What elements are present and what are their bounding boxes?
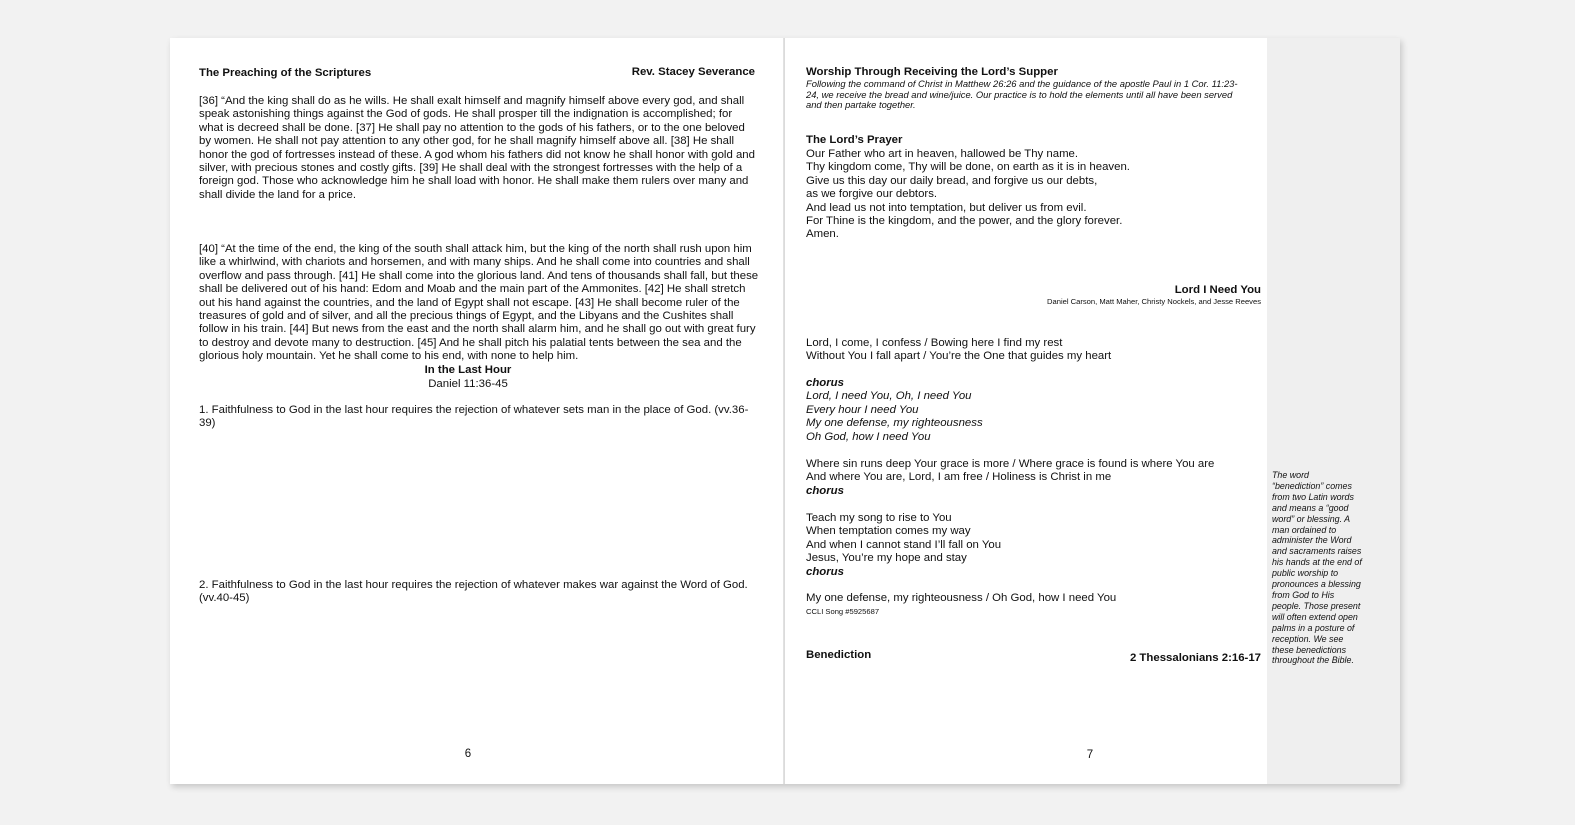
- note-line: will often extend open: [1272, 611, 1358, 622]
- note-line: from two Latin words: [1272, 491, 1354, 502]
- ccli-number: CCLI Song #5925687: [806, 607, 880, 616]
- lyric-line: Teach my song to rise to You: [806, 512, 952, 524]
- left-header-title: The Preaching of the Scriptures: [199, 67, 372, 79]
- left-page-number: 6: [464, 748, 472, 760]
- prayer-line: Amen.: [806, 228, 839, 241]
- note-line: word” or blessing. A: [1272, 513, 1351, 524]
- scripture-paragraph-1: [36] “And the king shall do as he wills. He shall exalt himself and magnify himself above every god, and shall speak astonishing things against the God of gods. He shall prosper till the indignation is accomplished; for what is decreed shall be done. [37] He shall pay no attention to the gods of his fathers, or to the one beloved by women. He shall not pay attention to any other god, for he shall magnify himself above all. [38] He shall honor the god of fortresses instead of these. A god whom his fathers did not know he shall honor with gold and silver, with precious stones and costly gifts. [39] He shall deal with the strongest fortresses with the help of a foreign god. Those who acknowledge him he shall load with honor. He shall make them rulers over many and shall divide the land for a price.: [199, 95, 755, 201]
- sidebar-panel: [1267, 38, 1400, 784]
- chorus-label: chorus: [806, 565, 844, 578]
- note-line: The word: [1272, 470, 1309, 480]
- scripture-paragraph-2: [40] “At the time of the end, the king of the south shall attack him, but the king of the north shall rush upon him like a whirlwind, with chariots and horsemen, and with many ships. And he shall come into countries and shall overflow and pass through. [41] He shall come into the glorious land. And tens of thousands shall fall, but these shall be delivered out of his hand: Edom and Moab and the main part of the Ammonites. [42] He shall stretch out his hand against the countries, and the land of Egypt shall not escape. [43] He shall become ruler of the treasures of gold and of silver, and all the precious things of Egypt, and the Libyans and the Cushites shall follow in his train. [44] But news from the east and the north shall alarm him, and he shall go out with great fury to destroy and devote many to destruction. [45] And he shall pitch his palatial tents between the sea and the glorious holy mountain. Yet he shall come to his end, with none to help him.: [199, 243, 759, 363]
- right-page: [785, 38, 1267, 784]
- note-line: these benedictions: [1272, 644, 1347, 655]
- note-line: people. Those present: [1272, 600, 1361, 611]
- note-line: reception. We see: [1272, 633, 1344, 644]
- lyric-line: Oh God, how I need You: [806, 430, 931, 443]
- chorus-label: chorus: [806, 484, 844, 497]
- lyric-line: Every hour I need You: [806, 403, 919, 416]
- song-verse-2: [806, 458, 1214, 498]
- prayer-line: Thy kingdom come, Thy will be done, on earth as it is in heaven.: [806, 161, 1130, 174]
- prayer-text: [806, 148, 1130, 242]
- note-line: from God to His: [1272, 589, 1335, 600]
- note-line: man ordained to: [1272, 524, 1337, 535]
- sermon-point-1: 1. Faithfulness to God in the last hour requires the rejection of whatever sets man in the place of God. (vv.36-39): [199, 404, 749, 430]
- sermon-point-2: 2. Faithfulness to God in the last hour requires the rejection of whatever makes war against the Word of God. (vv.40-45): [199, 579, 748, 605]
- note-line: “benediction” comes: [1272, 480, 1352, 491]
- prayer-line: Give us this day our daily bread, and forgive us our debts,: [806, 174, 1098, 187]
- note-line: administer the Word: [1272, 535, 1352, 546]
- right-page-number: 7: [1086, 749, 1094, 761]
- supper-note: Following the command of Christ in Matthew 26:26 and the guidance of the apostle Paul in 1 Cor. 11:23-24, we receive the bread and wine/juice. Our practice is to hold the elements until all have been served and then partake together.: [806, 78, 1238, 111]
- prayer-line: And lead us not into temptation, but deliver us from evil.: [806, 201, 1087, 214]
- note-line: throughout the Bible.: [1272, 655, 1354, 666]
- song-title: Lord I Need You: [1174, 284, 1261, 296]
- note-line: and sacraments raises: [1272, 546, 1362, 557]
- lyric-line: Lord, I need You, Oh, I need You: [806, 390, 972, 403]
- supper-title: Worship Through Receiving the Lord’s Supper: [806, 66, 1058, 78]
- lyric-line: Where sin runs deep Your grace is more / Where grace is found is where You are: [806, 458, 1215, 470]
- prayer-line: as we forgive our debtors.: [806, 188, 938, 201]
- lyric-line: My one defense, my righteousness: [806, 417, 983, 430]
- note-line: his hands at the end of: [1272, 557, 1362, 568]
- sermon-reference: Daniel 11:36-45: [428, 378, 508, 390]
- prayer-line: Our Father who art in heaven, hallowed be Thy name.: [806, 148, 1079, 160]
- lyric-line: Without You I fall apart / You’re the One that guides my heart: [806, 350, 1112, 363]
- song-verse-1: [806, 337, 1111, 364]
- left-page: [170, 38, 784, 784]
- note-line: public worship to: [1272, 568, 1339, 579]
- lyric-line: Lord, I come, I confess / Bowing here I find my rest: [806, 337, 1063, 349]
- lyric-line: When temptation comes my way: [806, 525, 971, 538]
- note-line: and means a “good: [1272, 502, 1349, 513]
- sermon-title: In the Last Hour: [424, 364, 512, 376]
- benediction-label: Benediction: [806, 649, 872, 661]
- song-verse-3: [806, 512, 1001, 579]
- prayer-line: For Thine is the kingdom, and the power, and the glory forever.: [806, 215, 1123, 228]
- booklet-spread: [170, 38, 1400, 784]
- lyric-line: Jesus, You’re my hope and stay: [806, 552, 967, 565]
- song-chorus: [806, 377, 983, 444]
- benediction-note: [1272, 470, 1362, 666]
- chorus-label: chorus: [806, 377, 844, 389]
- lyric-line: And when I cannot stand I’ll fall on You: [806, 538, 1002, 551]
- lyric-line: And where You are, Lord, I am free / Holiness is Christ in me: [806, 471, 1112, 484]
- note-line: pronounces a blessing: [1272, 579, 1361, 590]
- song-ending: My one defense, my righteousness / Oh God, how I need You: [806, 592, 1117, 604]
- benediction-reference: 2 Thessalonians 2:16-17: [1129, 652, 1261, 664]
- left-header-preacher: Rev. Stacey Severance: [631, 66, 755, 78]
- prayer-title: The Lord’s Prayer: [806, 134, 903, 146]
- note-line: palms in a posture of: [1272, 622, 1355, 633]
- song-authors: Daniel Carson, Matt Maher, Christy Nockels, and Jesse Reeves: [1047, 297, 1261, 306]
